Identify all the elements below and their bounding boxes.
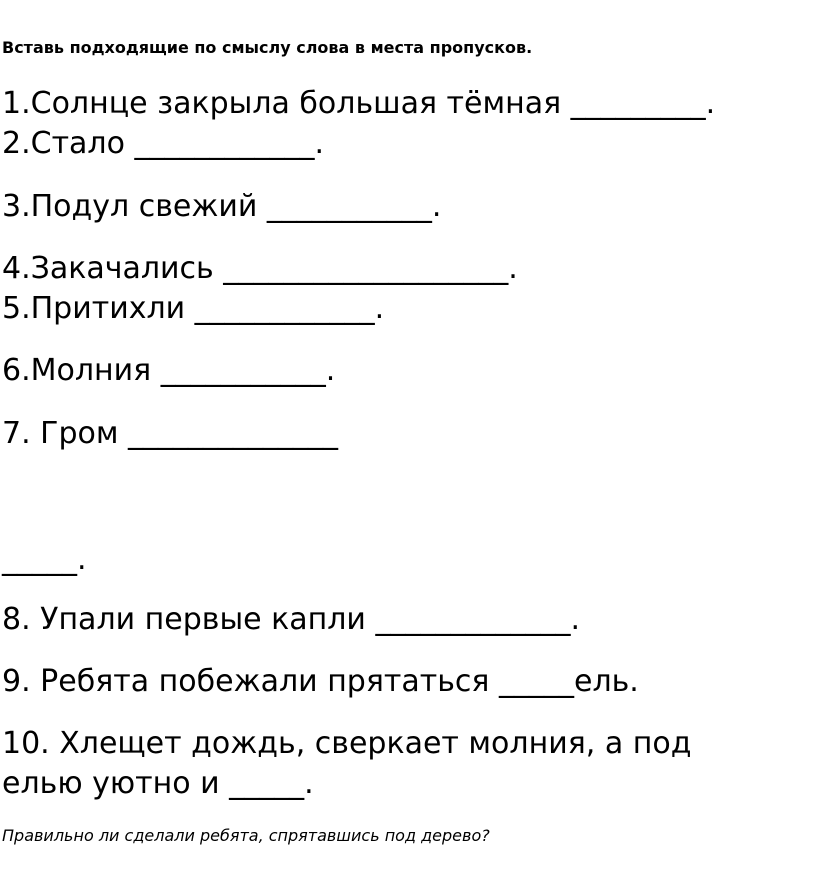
sentence-5: 5.Притихли ____________.: [2, 291, 385, 326]
sentence-9: 9. Ребята побежали прятаться _____ель.: [2, 664, 639, 699]
instruction-text: Вставь подходящие по смыслу слова в места пропусков.: [2, 38, 533, 57]
sentence-10-cont: елью уютно и _____.: [2, 766, 314, 801]
sentence-2: 2.Стало ____________.: [2, 126, 325, 161]
sentence-7-end: _____.: [2, 542, 87, 577]
sentence-4: 4.Закачались ___________________.: [2, 251, 518, 286]
sentence-6: 6.Молния ___________.: [2, 353, 336, 388]
sentence-7: 7. Гром ______________: [2, 416, 339, 451]
sentence-8: 8. Упали первые капли _____________.: [2, 602, 580, 637]
sentence-3: 3.Подул свежий ___________.: [2, 189, 442, 224]
sentence-1: 1.Солнце закрыла большая тёмная _________.: [2, 86, 716, 121]
sentence-10: 10. Хлещет дождь, сверкает молния, а под: [2, 726, 692, 761]
discussion-question: Правильно ли сделали ребята, спрятавшись под дерево?: [2, 826, 490, 845]
